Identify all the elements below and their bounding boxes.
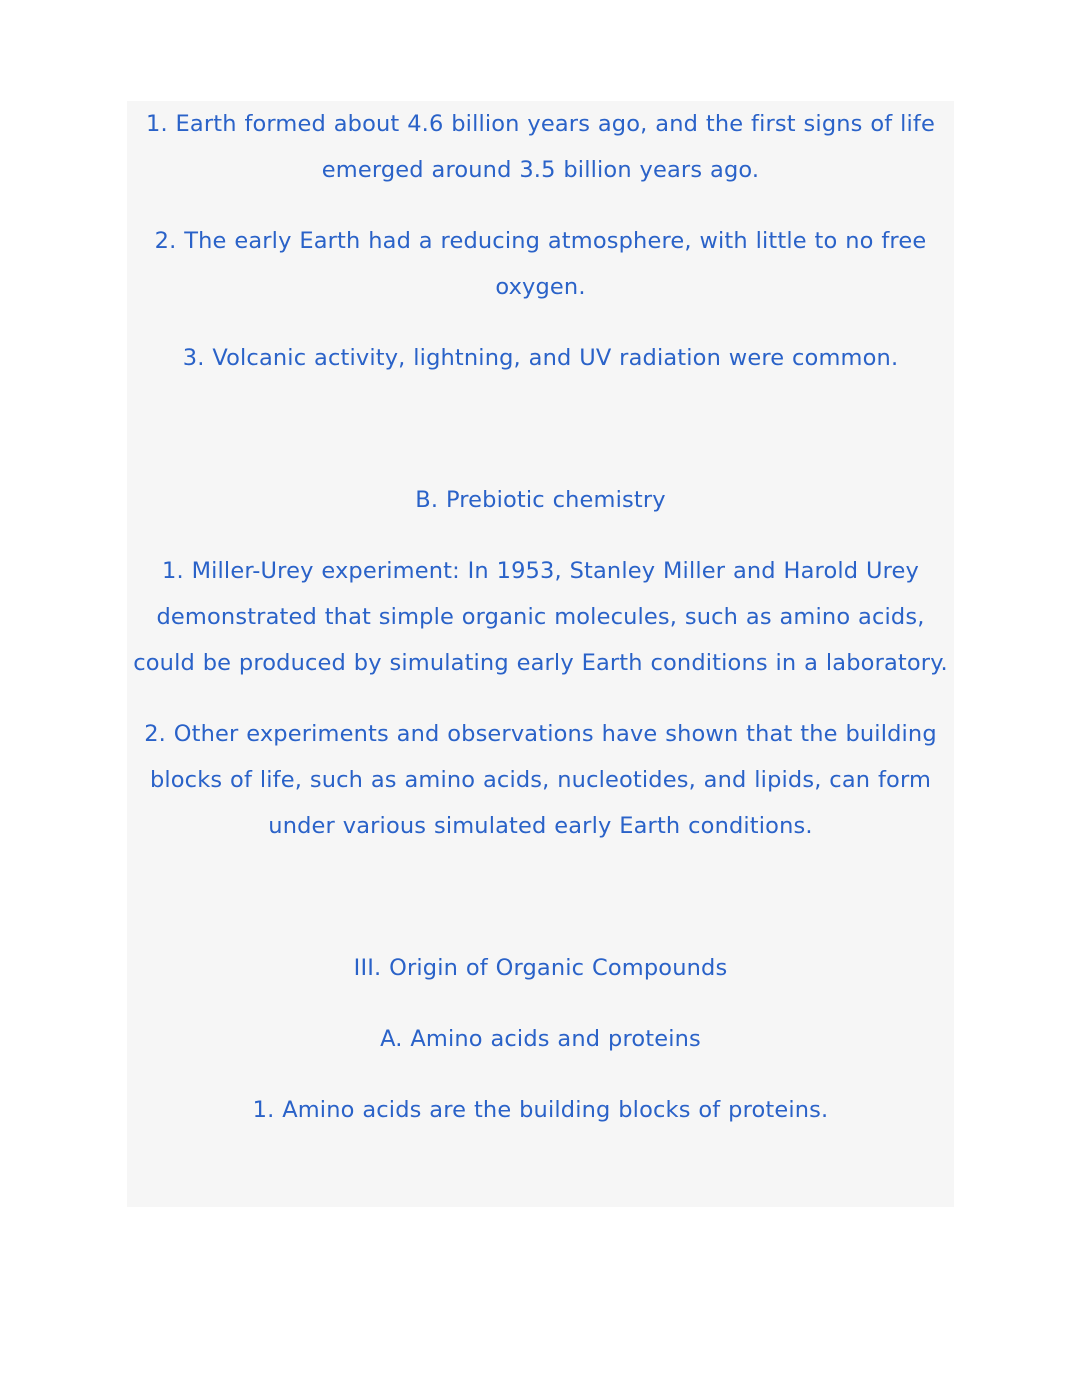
outline-heading-a: A. Amino acids and proteins (380, 1026, 701, 1052)
document-text-body (127, 101, 954, 1133)
outline-item-a1: 1. Earth formed about 4.6 billion years ago, and the first signs of life emerged around 3.5 billion years ago. (145, 111, 935, 183)
outline-item-a3: 3. Volcanic activity, lightning, and UV radiation were common. (182, 345, 899, 371)
outline-heading-iii: III. Origin of Organic Compounds (353, 955, 728, 981)
outline-item-b2: 2. Other experiments and observations have shown that the building blocks of life, such as amino acids, nucleotides, and lipids, can form under various simulated early Earth conditions. (144, 721, 937, 839)
section-spacer-2 (133, 874, 948, 920)
section-spacer-1 (133, 406, 948, 452)
outline-heading-b: B. Prebiotic chemistry (415, 487, 666, 513)
outline-item-c1: 1. Amino acids are the building blocks of proteins. (252, 1097, 829, 1123)
document-content-block (127, 101, 954, 1207)
outline-item-a2: 2. The early Earth had a reducing atmosphere, with little to no free oxygen. (154, 228, 927, 300)
outline-item-b1: 1. Miller-Urey experiment: In 1953, Stanley Miller and Harold Urey demonstrated that simple organic molecules, such as amino acids, could be produced by simulating early Earth conditions in a laboratory. (133, 558, 948, 676)
